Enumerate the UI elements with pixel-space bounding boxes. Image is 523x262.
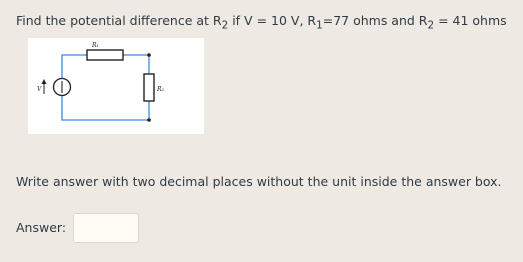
r1-label: R₁ (92, 42, 99, 49)
r1-subscript: 1 (316, 19, 323, 32)
r2-label: R₂ (157, 86, 164, 93)
r2-symbol: R (418, 13, 428, 28)
circuit-wires (62, 55, 149, 120)
question-text (16, 12, 507, 35)
question-prefix: Find the potential difference at (16, 13, 213, 28)
voltage-value: 10 (271, 13, 287, 28)
junction-dot (147, 53, 151, 57)
answer-row (16, 213, 139, 243)
resistor-r2 (144, 74, 154, 101)
resistor-r1 (87, 50, 123, 60)
wire-bottom (62, 96, 149, 120)
r1-symbol: R (307, 13, 317, 28)
circuit-diagram (28, 38, 204, 134)
answer-input[interactable] (73, 213, 139, 243)
instruction-text: Write answer with two decimal places without the unit inside the answer box. (16, 174, 502, 189)
question-text-segment: if V = (228, 13, 272, 28)
wire-left-top (62, 55, 87, 78)
r1-value: =77 ohms and (322, 13, 419, 28)
v-label: V (37, 86, 42, 93)
r2-value: = 41 ohms (434, 13, 507, 28)
answer-label: Answer: (16, 220, 67, 235)
r2-subscript: 2 (221, 19, 229, 32)
question-text-segment: V, (286, 13, 308, 28)
wire-right-top (123, 55, 149, 74)
voltage-arrow-head-icon (42, 79, 47, 84)
junction-dot (147, 118, 151, 122)
circuit-svg (28, 38, 204, 134)
r2-symbol: R (212, 13, 222, 28)
r2-subscript: 2 (427, 19, 435, 32)
